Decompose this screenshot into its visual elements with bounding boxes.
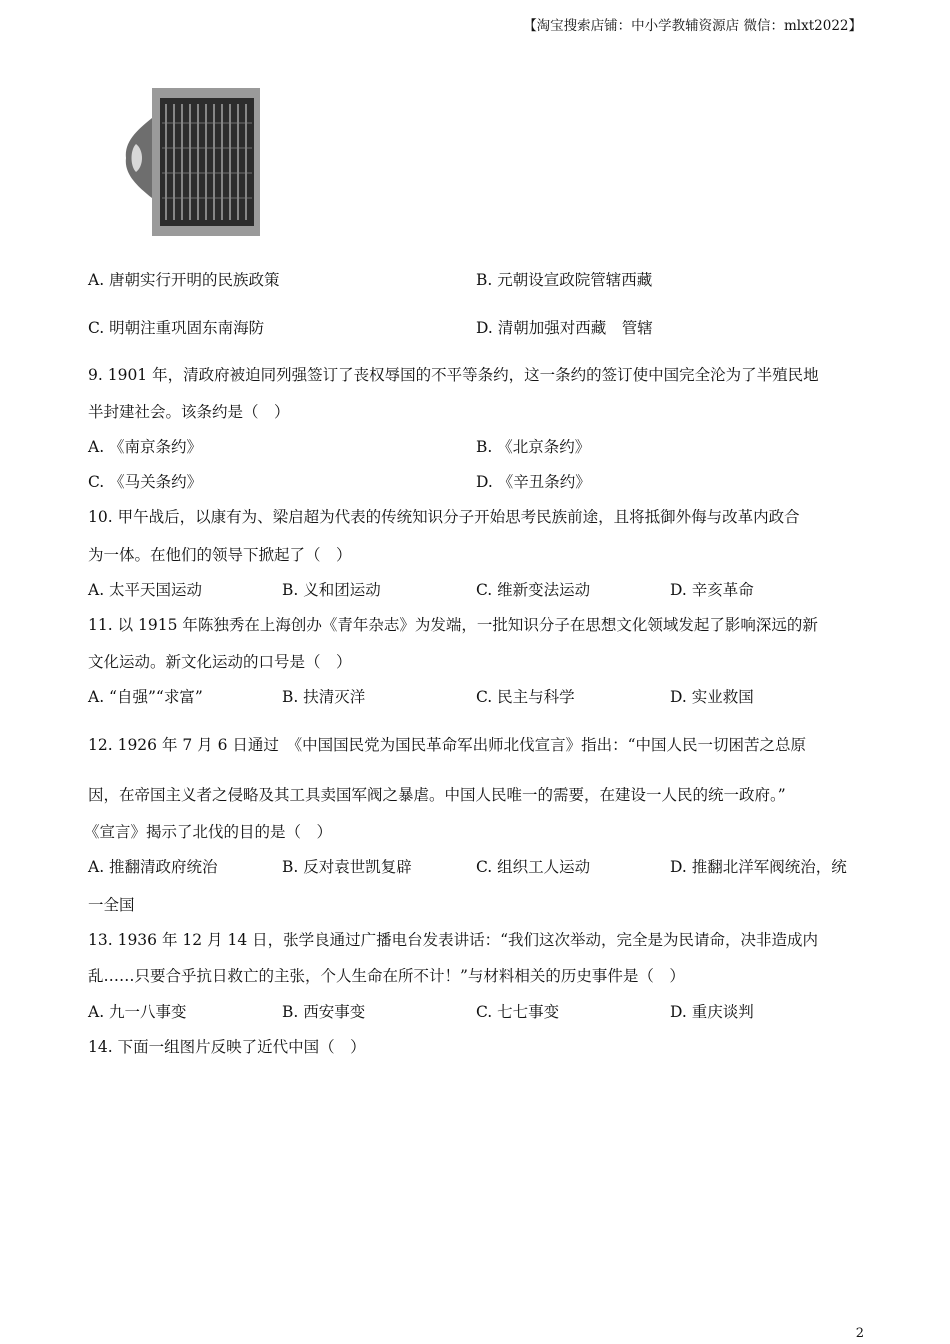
q11-option-b: B. 扶清灭洋 xyxy=(282,688,366,706)
q9-option-d: D. 《辛丑条约》 xyxy=(476,473,591,491)
q13-stem-line1: 13. 1936 年 12 月 14 日，张学良通过广播电台发表讲话：“我们这次举动，完全是为民请命，决非造成内 xyxy=(88,931,819,949)
q10-option-b: B. 义和团运动 xyxy=(282,581,381,599)
q10-option-d: D. 辛亥革命 xyxy=(670,581,754,599)
q11-option-c: C. 民主与科学 xyxy=(476,688,575,706)
q11-stem-line1: 11. 以 1915 年陈独秀在上海创办《青年杂志》为发端，一批知识分子在思想文化领域发起了影响深远的新 xyxy=(88,616,818,634)
q8-option-d: D. 清朝加强对西藏 管辖 xyxy=(476,319,653,337)
q9-stem-line1: 9. 1901 年，清政府被迫同列强签订了丧权辱国的不平等条约，这一条约的签订使中国完全沦为了半殖民地 xyxy=(88,366,819,384)
q13-option-c: C. 七七事变 xyxy=(476,1003,560,1021)
q12-option-a: A. 推翻清政府统治 xyxy=(88,858,218,876)
q10-stem-line2: 为一体。在他们的领导下掀起了（ ） xyxy=(88,546,352,564)
q10-stem-line1: 10. 甲午战后，以康有为、梁启超为代表的传统知识分子开始思考民族前途，且将抵御外侮与改革内政合 xyxy=(88,508,800,526)
q12-option-b: B. 反对袁世凯复辟 xyxy=(282,858,412,876)
q12-stem-line3: 《宣言》揭示了北伐的目的是（ ） xyxy=(84,823,333,841)
page-header: 【淘宝搜索店铺：中小学教辅资源店 微信：mlxt2022】 xyxy=(523,18,862,34)
q11-option-a: A. “自强”“求富” xyxy=(88,688,203,706)
q11-stem-line2: 文化运动。新文化运动的口号是（ ） xyxy=(88,653,352,671)
q12-option-d-wrap: 一全国 xyxy=(88,896,135,914)
q13-option-d: D. 重庆谈判 xyxy=(670,1003,754,1021)
q13-option-b: B. 西安事变 xyxy=(282,1003,366,1021)
q8-option-b: B. 元朝设宣政院管辖西藏 xyxy=(476,271,653,289)
q9-option-a: A. 《南京条约》 xyxy=(88,438,203,456)
q10-option-a: A. 太平天国运动 xyxy=(88,581,203,599)
q14-stem-line1: 14. 下面一组图片反映了近代中国（ ） xyxy=(88,1038,366,1056)
q13-option-a: A. 九一八事变 xyxy=(88,1003,187,1021)
q12-option-c: C. 组织工人运动 xyxy=(476,858,591,876)
q11-option-d: D. 实业救国 xyxy=(670,688,754,706)
q9-stem-line2: 半封建社会。该条约是（ ） xyxy=(88,403,290,421)
q13-stem-line2: 乱……只要合乎抗日救亡的主张，个人生命在所不计！”与材料相关的历史事件是（ ） xyxy=(88,967,685,985)
q12-option-d: D. 推翻北洋军阀统治，统 xyxy=(670,858,847,876)
q8-option-a: A. 唐朝实行开明的民族政策 xyxy=(88,271,280,289)
page-number: 2 xyxy=(855,1326,864,1341)
q10-option-c: C. 维新变法运动 xyxy=(476,581,591,599)
q12-stem-line2: 因，在帝国主义者之侵略及其工具卖国军阀之暴虐。中国人民唯一的需要，在建设一人民的统一政府。” xyxy=(88,786,786,804)
q9-option-b: B. 《北京条约》 xyxy=(476,438,591,456)
q9-option-c: C. 《马关条约》 xyxy=(88,473,203,491)
q12-stem-line1: 12. 1926 年 7 月 6 日通过 《中国国民党为国民革命军出师北伐宣言》指出：“中国人民一切困苦之总原 xyxy=(88,736,807,754)
seal-image xyxy=(122,78,264,240)
q8-option-c: C. 明朝注重巩固东南海防 xyxy=(88,319,265,337)
